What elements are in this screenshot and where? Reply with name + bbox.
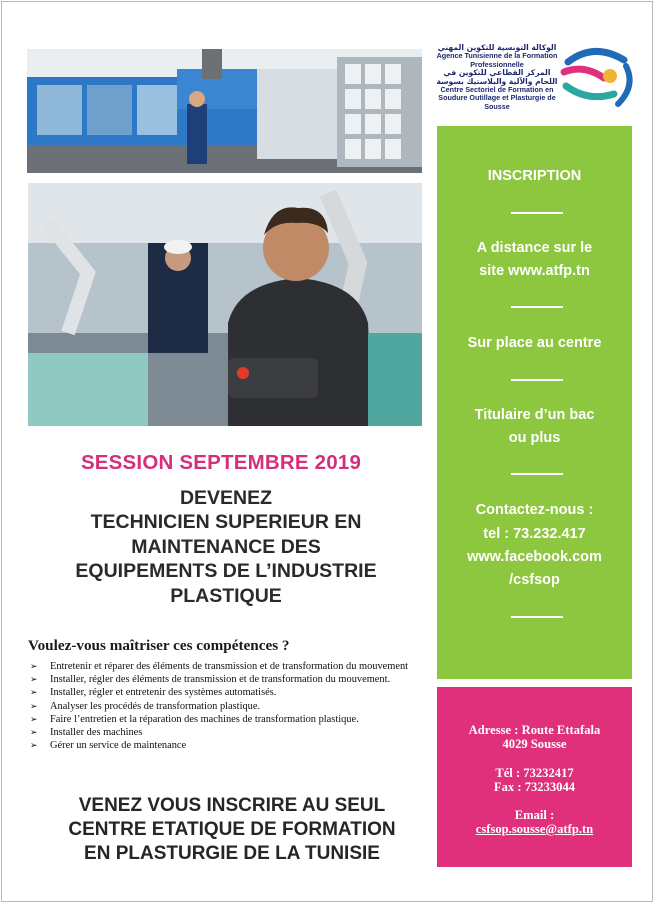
factory-machine-photo <box>27 49 422 173</box>
headline <box>26 486 426 608</box>
skill-text: Installer, régler des éléments de transmission et de transformation du mouvement. <box>50 674 391 686</box>
agency-name-ar: الوكالة التونسية للتكوين المهني <box>437 43 557 52</box>
skills-list <box>30 660 425 752</box>
list-item <box>30 673 425 686</box>
remote-line-1: A distance sur le <box>476 240 593 256</box>
contact-facebook-1: www.facebook.com <box>467 549 602 565</box>
remote-line-2: site www.atfp.tn <box>479 263 590 279</box>
arrow-bullet-icon: ➢ <box>30 687 38 698</box>
divider <box>511 379 563 381</box>
skill-text: Analyser les procédés de transformation plastique. <box>50 700 261 712</box>
email-link[interactable]: csfsop.sousse@atfp.tn <box>475 822 594 836</box>
headline-line: DEVENEZ <box>179 487 273 509</box>
skill-text: Entretenir et réparer des éléments de transmission et de transformation du mouvement <box>50 661 409 672</box>
list-item <box>30 660 425 673</box>
arrow-bullet-icon: ➢ <box>30 727 38 738</box>
address-tel: Tél : 73232417 <box>495 766 574 780</box>
email-label: Email : <box>514 808 555 822</box>
headline-line: MAINTENANCE DES <box>131 535 321 558</box>
session-title: SESSION SEPTEMBRE 2019 <box>80 451 362 474</box>
skill-text: Installer, régler et entretenir des systèmes automatisés. <box>50 687 277 699</box>
list-item <box>30 700 425 713</box>
center-name-fr: Centre Sectoriel de Formation en Soudure Outillage et Plasturgie de Sousse <box>438 85 556 111</box>
address-fax: Fax : 73233044 <box>493 780 576 794</box>
contact-tel: tel : 73.232.417 <box>483 526 586 542</box>
address-line-1: Adresse : Route Ettafala <box>468 723 601 737</box>
headline-line: EQUIPEMENTS DE L’INDUSTRIE <box>75 560 377 583</box>
requirement-line-2: ou plus <box>508 430 561 446</box>
skills-question: Voulez-vous maîtriser ces compétences ? <box>28 637 290 654</box>
agency-name-fr: Agence Tunisienne de la Formation Professionnelle <box>436 51 558 69</box>
list-item <box>30 713 425 726</box>
logo-text <box>432 44 562 111</box>
arrow-bullet-icon: ➢ <box>30 661 38 671</box>
cta-line: VENEZ VOUS INSCRIRE AU SEUL <box>78 795 386 816</box>
skill-text: Faire l’entretien et la réparation des machines de transformation plastique. <box>50 713 359 725</box>
cta-line: EN PLASTURGIE DE LA TUNISIE <box>84 843 380 865</box>
list-item <box>30 686 425 699</box>
address-line-2: 4029 Sousse <box>502 737 567 751</box>
atfp-logo-icon <box>554 44 638 116</box>
address-panel <box>437 687 632 867</box>
divider <box>511 473 563 475</box>
headline-line: PLASTIQUE <box>170 584 282 607</box>
technicians-photo <box>28 183 422 426</box>
requirement-line-1: Titulaire d’un bac <box>474 407 595 423</box>
list-item <box>30 739 425 752</box>
skill-text: Installer des machines <box>50 727 143 739</box>
cta-line: CENTRE ETATIQUE DE FORMATION <box>68 819 396 841</box>
contact-title: Contactez-nous : <box>475 502 594 518</box>
call-to-action <box>26 794 438 867</box>
arrow-bullet-icon: ➢ <box>30 740 38 751</box>
onsite-line: Sur place au centre <box>467 335 602 351</box>
arrow-bullet-icon: ➢ <box>30 700 38 711</box>
headline-line: TECHNICIEN SUPERIEUR EN <box>90 511 362 534</box>
skill-text: Gérer un service de maintenance <box>50 740 187 752</box>
contact-facebook-2: /csfsop <box>509 572 560 588</box>
divider <box>511 616 563 618</box>
inscription-title: INSCRIPTION <box>487 168 582 184</box>
divider <box>511 212 563 214</box>
list-item <box>30 726 425 739</box>
inscription-panel <box>437 126 632 679</box>
atfp-logo-block <box>432 44 638 118</box>
arrow-bullet-icon: ➢ <box>30 713 38 724</box>
center-name-ar: المركز القطاعي للتكوين في اللحام والآلية والبلاستيك بسوسة <box>436 68 558 86</box>
arrow-bullet-icon: ➢ <box>30 674 38 685</box>
divider <box>511 306 563 308</box>
